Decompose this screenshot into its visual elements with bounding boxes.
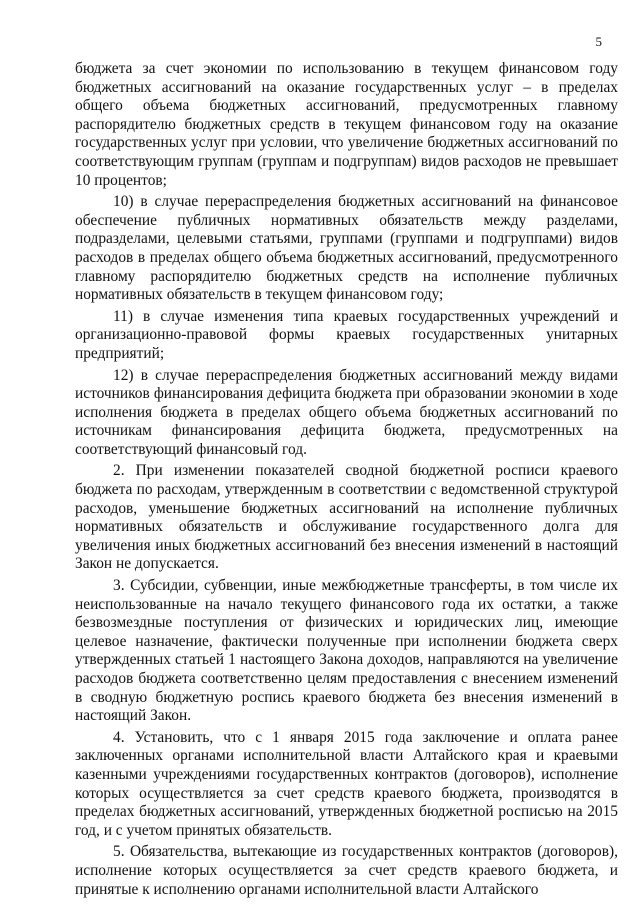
paragraph-section-4: 4. Установить, что с 1 января 2015 года заключение и оплата ранее заключенных органами исполнительной власти Алтайского края и краевыми казенными учреждениями государственных контрактов (договоров), исполнение которых осуществляется за счет средств краевого бюджета, производятся в пределах бюджетных ассигнований, утвержденных бюджетной росписью на 2015 год, и с учетом принятых обязательств. xyxy=(75,728,618,839)
paragraph-continuation: бюджета за счет экономии по использованию в текущем финансовом году бюджетных ассигнований на оказание государственных услуг – в пределах общего объема бюджетных ассигнований, предусмотренных главному распорядителю бюджетных средств в текущем финансовом году на оказание государственных услуг при условии, что увеличение бюджетных ассигнований по соответствующим группам (группам и подгруппам) видов расходов не превышает 10 процентов; xyxy=(75,60,618,189)
page-number: 5 xyxy=(595,34,602,49)
paragraph-section-5: 5. Обязательства, вытекающие из государственных контрактов (договоров), исполнение которых осуществляется за счет средств краевого бюджета, и принятые к исполнению органами исполнительной власти Алтайского xyxy=(75,843,618,898)
paragraph-item-12: 12) в случае перераспределения бюджетных ассигнований между видами источников финансирования дефицита бюджета при образовании экономии в ходе исполнения бюджета в пределах общего объема бюджетных ассигнований по источникам финансирования дефицита бюджета, предусмотренных на соответствующий финансовый год. xyxy=(75,366,618,458)
paragraph-item-11: 11) в случае изменения типа краевых государственных учреждений и организационно-правовой формы краевых государственных унитарных предприятий; xyxy=(75,307,618,362)
paragraph-item-10: 10) в случае перераспределения бюджетных ассигнований на финансовое обеспечение публичных нормативных обязательств между разделами, подразделами, целевыми статьями, группами (группами и подгруппами) видов расходов в пределах общего объема бюджетных ассигнований, предусмотренного главному распорядителю бюджетных средств на исполнение публичных нормативных обязательств в текущем финансовом году; xyxy=(75,193,618,304)
paragraph-section-3: 3. Субсидии, субвенции, иные межбюджетные трансферты, в том числе их неиспользованные на начало текущего финансового года их остатки, а также безвозмездные поступления от физических и юридических лиц, имеющие целевое назначение, фактически полученные при исполнении бюджета сверх утвержденных статьей 1 настоящего Закона доходов, направляются на увеличение расходов бюджета соответственно целям предоставления с внесением изменений в сводную бюджетную роспись краевого бюджета без внесения изменений в настоящий Закон. xyxy=(75,577,618,725)
paragraph-section-2: 2. При изменении показателей сводной бюджетной росписи краевого бюджета по расходам, утвержденным в соответствии с ведомственной структурой расходов, уменьшение бюджетных ассигнований на исполнение публичных нормативных обязательств и обслуживание государственного долга для увеличения иных бюджетных ассигнований без внесения изменений в настоящий Закон не допускается. xyxy=(75,462,618,573)
document-body xyxy=(75,60,618,902)
